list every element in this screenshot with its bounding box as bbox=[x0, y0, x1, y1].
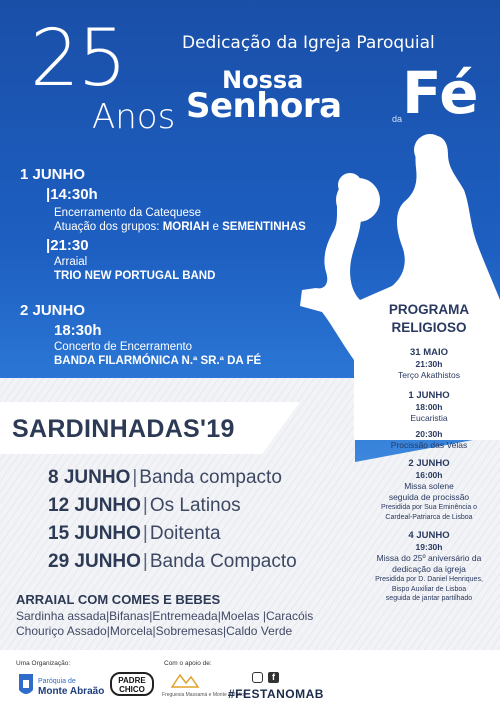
programa-item-note: Presidida por Sua Eminência o bbox=[380, 504, 478, 512]
day1-slot2-line2: TRIO NEW PORTUGAL BAND bbox=[54, 270, 216, 282]
programa-item-note: Presidida por D. Daniel Henriques, bbox=[375, 576, 483, 584]
day1-slot1-time: |14:30h bbox=[46, 186, 98, 203]
padre-chico-text-2: CHICO bbox=[119, 685, 145, 694]
sardinhada-band: Banda compacto bbox=[139, 467, 282, 488]
title-fe: Fé bbox=[402, 59, 479, 127]
programa-item-desc-2: Procissão das Velas bbox=[390, 440, 468, 451]
parish-name-line2: Monte Abraão bbox=[38, 686, 105, 697]
day1-slot1-line2 bbox=[54, 221, 306, 233]
day1-slot2-line1: Arraial bbox=[54, 256, 88, 268]
programa-item-desc: Eucaristia bbox=[410, 413, 448, 424]
programa-item-date: 4 JUNHO bbox=[408, 530, 450, 541]
programa-item-date: 2 JUNHO bbox=[408, 458, 450, 469]
programa-item-desc-b: seguida de procissão bbox=[388, 492, 470, 503]
sardinhada-band: Os Latinos bbox=[149, 495, 241, 516]
programa-item-date: 1 JUNHO bbox=[408, 390, 450, 401]
programa-title: PROGRAMA RELIGIOSO bbox=[388, 302, 470, 336]
organization-label: Uma Organização: bbox=[16, 660, 71, 667]
support-label: Com o apoio de: bbox=[164, 660, 212, 667]
programa-item-time: 19:30h bbox=[415, 542, 443, 553]
programa-item-time: 18:00h bbox=[415, 402, 443, 413]
group-sementinhas: SEMENTINHAS bbox=[222, 221, 306, 233]
programa-item-4 bbox=[354, 530, 500, 603]
sardinhada-band: Doitenta bbox=[149, 523, 221, 544]
day1-date: 1 JUNHO bbox=[20, 166, 86, 183]
sardinhada-row: 8 JUNHO | Banda compacto bbox=[48, 467, 282, 488]
programa-item-2 bbox=[354, 390, 500, 452]
dedication-title: Dedicação da Igreja Paroquial bbox=[182, 33, 435, 53]
programa-item-desc-b: dedicação da igreja bbox=[392, 564, 466, 575]
facebook-icon[interactable]: f bbox=[268, 672, 279, 683]
sardinhadas-title: SARDINHADAS'19 bbox=[12, 415, 235, 443]
programa-item-time: 21:30h bbox=[415, 359, 443, 370]
programa-item-3 bbox=[354, 458, 500, 522]
sardinhada-date: 8 JUNHO bbox=[48, 467, 131, 488]
instagram-icon[interactable] bbox=[252, 672, 263, 683]
day2-line2: BANDA FILARMÓNICA N.ª SR.ª DA FÉ bbox=[54, 355, 262, 367]
programa-item-desc: Missa do 25º aniversário da bbox=[376, 553, 482, 564]
programa-item-desc: Missa solene bbox=[404, 481, 454, 492]
food-line-1: Sardinha assada|Bifanas|Entremeada|Moelas |Caracóis bbox=[16, 609, 314, 623]
programa-item-time: 16:00h bbox=[415, 470, 443, 481]
sardinhada-date: 15 JUNHO bbox=[48, 523, 141, 544]
parish-logo-icon bbox=[16, 672, 36, 698]
food-line-2: Chouriço Assado|Morcela|Sobremesas|Caldo Verde bbox=[16, 624, 293, 638]
anos-label: Anos bbox=[92, 97, 176, 137]
programa-item-note-c: seguida de jantar partilhado bbox=[385, 594, 473, 602]
programa-item-time-2: 20:30h bbox=[415, 429, 443, 440]
programa-item-note-b: Bispo Auxiliar de Lisboa bbox=[391, 585, 467, 593]
title-nossa: Nossa bbox=[222, 66, 304, 94]
group-moriah: MORIAH bbox=[162, 221, 210, 233]
sardinhada-row: 29 JUNHO | Banda Compacto bbox=[48, 551, 297, 572]
sardinhada-date: 29 JUNHO bbox=[48, 551, 141, 572]
day2-line1: Concerto de Encerramento bbox=[54, 341, 193, 353]
day1-slot1-line1: Encerramento da Catequese bbox=[54, 207, 202, 219]
freguesia-logo-icon bbox=[170, 671, 200, 689]
sardinhada-row: 12 JUNHO | Os Latinos bbox=[48, 495, 241, 516]
sardinhada-band: Banda Compacto bbox=[149, 551, 297, 572]
parish-name-line1: Paróquia de bbox=[38, 678, 76, 685]
title-senhora: Senhora bbox=[186, 86, 342, 126]
sardinhada-row: 15 JUNHO | Doitenta bbox=[48, 523, 221, 544]
support-org-name: Freguesia Massamá e Monte Abraão bbox=[162, 692, 244, 698]
arraial-title: ARRAIAL COM COMES E BEBES bbox=[16, 592, 221, 607]
programa-item-note-b: Cardeal-Patriarca de Lisboa bbox=[385, 513, 473, 521]
day2-date: 2 JUNHO bbox=[20, 302, 86, 319]
day2-time: 18:30h bbox=[54, 322, 102, 339]
padre-chico-logo bbox=[110, 672, 154, 696]
groups-prefix: Atuação dos grupos: bbox=[54, 221, 163, 233]
title-da: da bbox=[392, 114, 403, 124]
anniversary-number: 25 bbox=[30, 14, 126, 104]
programa-item-desc: Terço Akathistos bbox=[398, 370, 460, 381]
hashtag: #FESTANOMAB bbox=[228, 687, 324, 701]
programa-item-date: 31 MAIO bbox=[409, 347, 448, 358]
padre-chico-text-1: PADRE bbox=[118, 676, 146, 685]
groups-joiner: e bbox=[209, 221, 223, 233]
sardinhada-date: 12 JUNHO bbox=[48, 495, 141, 516]
programa-item-1 bbox=[354, 347, 500, 381]
day1-slot2-time: |21:30 bbox=[46, 237, 89, 254]
